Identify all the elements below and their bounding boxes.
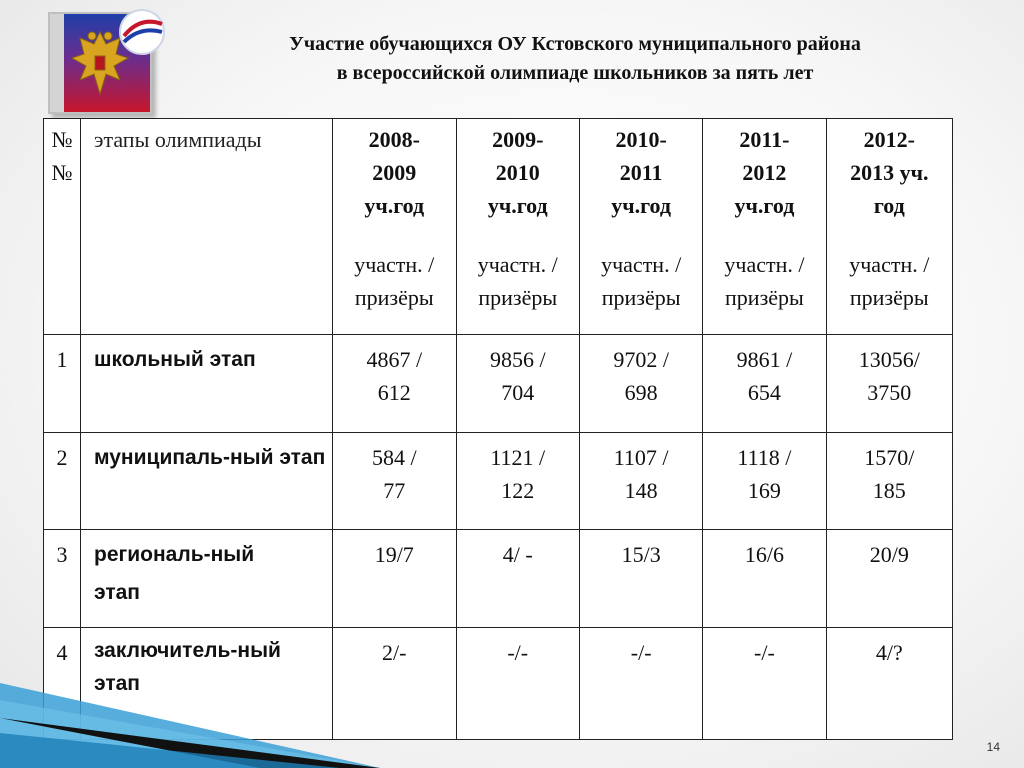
year-label: 2009-2010 уч.год: [487, 127, 548, 218]
participants-label: участн. / призёры: [724, 252, 805, 310]
cell-value: -/-: [703, 628, 826, 740]
participants-label: участн. / призёры: [477, 252, 558, 310]
table-row: [44, 530, 953, 628]
cell-value: 1570/ 185: [826, 433, 952, 530]
row-num: 3: [44, 530, 81, 628]
cell-value: 4/ -: [456, 530, 580, 628]
header-year-2009: [456, 119, 580, 335]
title-line-1: Участие обучающихся ОУ Кстовского муниципального района: [289, 33, 861, 55]
year-label: 2008-2009 уч.год: [364, 127, 425, 218]
year-label: 2010-2011 уч.год: [611, 127, 672, 218]
header-year-2011: [703, 119, 826, 335]
row-num: 2: [44, 433, 81, 530]
header-num: № №: [44, 119, 81, 335]
cell-value: -/-: [580, 628, 703, 740]
participants-label: участн. / призёры: [354, 252, 435, 310]
cell-value: 4/?: [826, 628, 952, 740]
cell-value: 1107 / 148: [580, 433, 703, 530]
header-year-2010: [580, 119, 703, 335]
title-line-2: в всероссийской олимпиаде школьников за пять лет: [336, 62, 814, 84]
row-num: 4: [44, 628, 81, 740]
cell-value: 4867 / 612: [333, 335, 457, 433]
cell-value: -/-: [456, 628, 580, 740]
cell-value: 16/6: [703, 530, 826, 628]
year-label: 2012-2013 уч. год: [850, 127, 929, 218]
participants-label: участн. / призёры: [849, 252, 930, 310]
page-title: [175, 30, 975, 88]
cell-value: 19/7: [333, 530, 457, 628]
row-stage: муниципаль-ный этап: [81, 433, 333, 530]
row-stage: школьный этап: [81, 335, 333, 433]
school-logo-icon: [110, 6, 170, 60]
table-row: [44, 335, 953, 433]
cell-value: 9861 / 654: [703, 335, 826, 433]
cell-value: 2/-: [333, 628, 457, 740]
cell-value: 9702 / 698: [580, 335, 703, 433]
cell-value: 1118 / 169: [703, 433, 826, 530]
header-year-2012: [826, 119, 952, 335]
participants-label: участн. / призёры: [601, 252, 682, 310]
cell-value: 20/9: [826, 530, 952, 628]
page-number: 14: [986, 740, 1000, 754]
table-header-row: [44, 119, 953, 335]
year-label: 2011-2012 уч.год: [734, 127, 795, 218]
decorative-stripes: [0, 638, 380, 768]
cell-value: 584 / 77: [333, 433, 457, 530]
header-stage: этапы олимпиады: [81, 119, 333, 335]
row-stage: заключитель-ный этап: [81, 628, 333, 740]
row-num: 1: [44, 335, 81, 433]
row-stage: региональ-ный этап: [81, 530, 333, 628]
cell-value: 1121 / 122: [456, 433, 580, 530]
table-row: [44, 433, 953, 530]
cell-value: 13056/ 3750: [826, 335, 952, 433]
header-year-2008: [333, 119, 457, 335]
cell-value: 9856 / 704: [456, 335, 580, 433]
cell-value: 15/3: [580, 530, 703, 628]
